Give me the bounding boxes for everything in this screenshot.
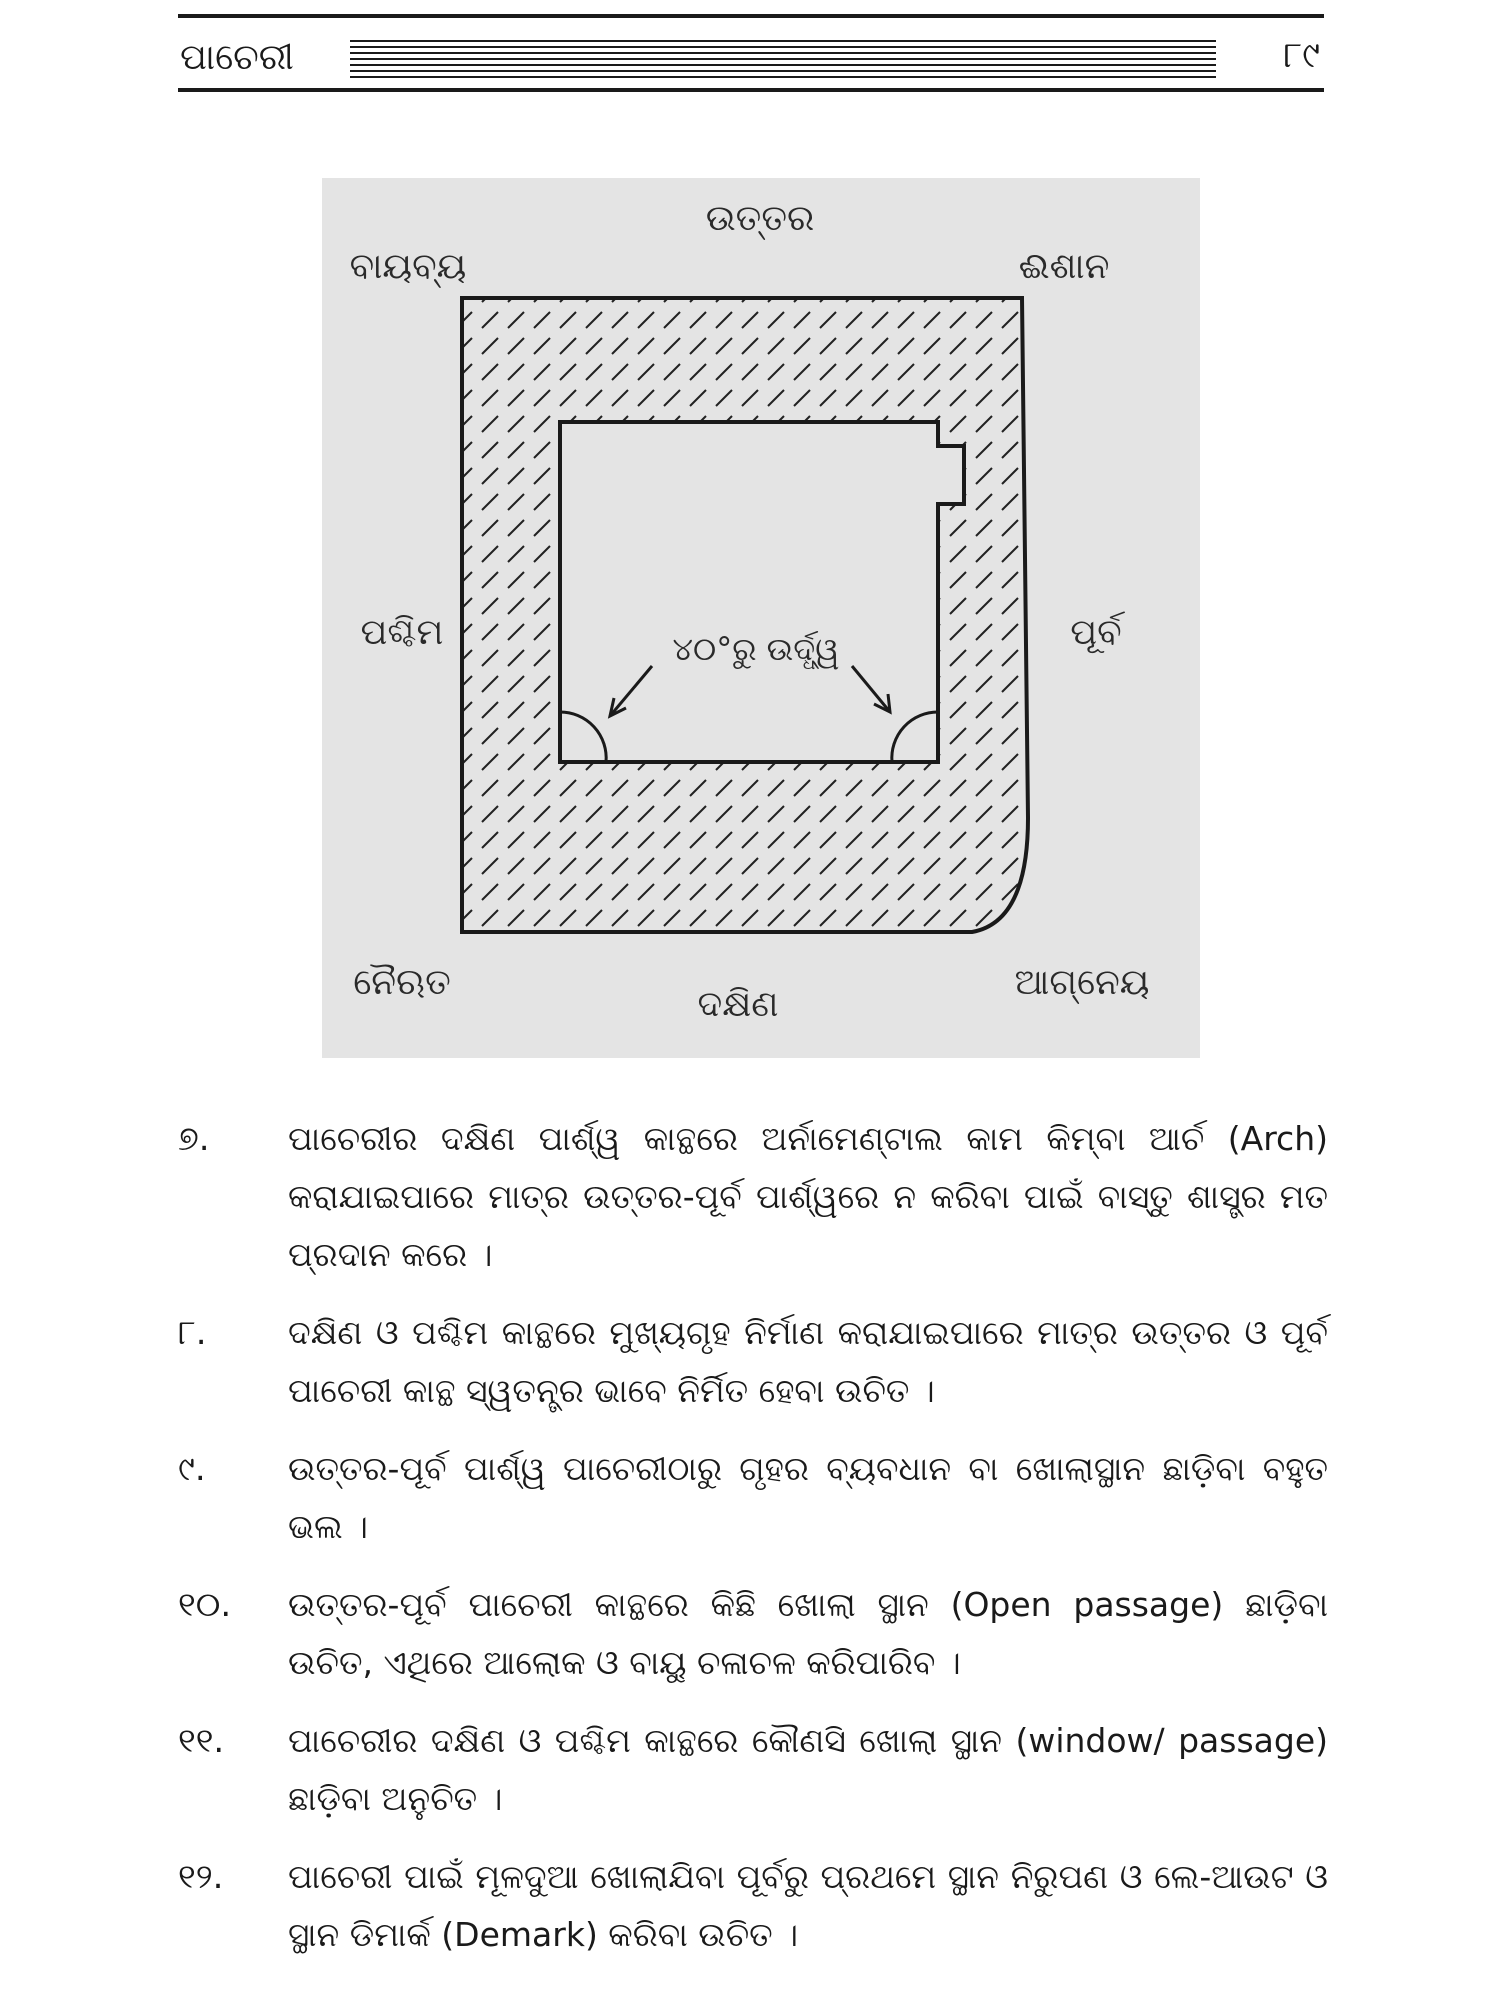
list-item bbox=[178, 1712, 1328, 1828]
list-item bbox=[178, 1440, 1328, 1556]
direction-south: ଦକ୍ଷିଣ bbox=[697, 984, 779, 1025]
direction-west: ପଶ୍ଚିମ bbox=[360, 612, 444, 653]
item-number: ୯. bbox=[178, 1449, 206, 1489]
list-item bbox=[178, 1576, 1328, 1692]
item-text: ପାଚେରୀର ଦକ୍ଷିଣ ଓ ପଶ୍ଚିମ କାନ୍ଥରେ କୌଣସି ଖୋଲା ସ୍ଥାନ (window/ passage) ଛାଡ଼ିବା ଅନୁଚିତ । bbox=[288, 1721, 1328, 1818]
center-angle-label: ୪୦°ରୁ ଉର୍ଦ୍ଧ୍ୱ bbox=[672, 630, 840, 668]
direction-north: ଉତ୍ତର bbox=[705, 198, 815, 239]
site-plan-diagram bbox=[322, 178, 1200, 1058]
list-item bbox=[178, 1304, 1328, 1420]
right-angle-arrow bbox=[852, 666, 890, 712]
item-text: ଉତ୍ତର-ପୂର୍ବ ପାର୍ଶ୍ୱ ପାଚେରୀଠାରୁ ଗୃହର ବ୍ୟବଧାନ ବା ଖୋଲାସ୍ଥାନ ଛାଡ଼ିବା ବହୁତ ଭଲ । bbox=[288, 1449, 1328, 1546]
right-corner-arc bbox=[892, 712, 938, 762]
header-decorative-lines bbox=[350, 40, 1216, 78]
item-text: ପାଚେରୀର ଦକ୍ଷିଣ ପାର୍ଶ୍ୱ କାନ୍ଥରେ ଅର୍ନାମେଣ୍ଟାଲ କାମ କିମ୍ବା ଆର୍ଚ (Arch) କରାଯାଇପାରେ ମାତ୍ର ଉତ୍ତର-ପୂର୍ବ ପାର୍ଶ୍ୱରେ ନ କରିବା ପାଇଁ ବାସ୍ତୁ ଶାସ୍ତ୍ର ମତ ପ୍ରଦାନ କରେ । bbox=[288, 1119, 1328, 1274]
item-number: ୭. bbox=[178, 1119, 210, 1159]
header-top-rule bbox=[178, 14, 1324, 18]
boundary-wall bbox=[462, 298, 1028, 932]
left-corner-arc bbox=[560, 712, 606, 762]
direction-southeast: ଆଗ୍ନେୟ bbox=[1014, 962, 1150, 1003]
direction-northwest: ବାୟବ୍ୟ bbox=[349, 246, 467, 287]
item-text: ପାଚେରୀ ପାଇଁ ମୂଳଦୁଆ ଖୋଲାଯିବା ପୂର୍ବରୁ ପ୍ରଥମେ ସ୍ଥାନ ନିରୁପଣ ଓ ଲେ-ଆଉଟ ଓ ସ୍ଥାନ ଡିମାର୍କ (Demark) କରିବା ଉଚିତ । bbox=[288, 1857, 1328, 1954]
left-angle-arrow bbox=[610, 666, 652, 716]
item-number: ୮. bbox=[178, 1313, 207, 1353]
list-item bbox=[178, 1110, 1328, 1284]
direction-east: ପୂର୍ବ bbox=[1070, 612, 1122, 653]
list-item bbox=[178, 1848, 1328, 1964]
item-text: ଉତ୍ତର-ପୂର୍ବ ପାଚେରୀ କାନ୍ଥରେ କିଛି ଖୋଲା ସ୍ଥାନ (Open passage) ଛାଡ଼ିବା ଉଚିତ, ଏଥିରେ ଆଲୋକ ଓ ବାୟୁ ଚଳାଚଳ କରିପାରିବ । bbox=[288, 1585, 1328, 1682]
page-number: ୮୯ bbox=[1283, 35, 1320, 76]
direction-southwest: ନୈଋତ bbox=[353, 962, 451, 1003]
direction-northeast: ଈଶାନ bbox=[1018, 246, 1110, 287]
item-number: ୧୦. bbox=[178, 1585, 232, 1625]
item-text: ଦକ୍ଷିଣ ଓ ପଶ୍ଚିମ କାନ୍ଥରେ ମୁଖ୍ୟଗୃହ ନିର୍ମାଣ କରାଯାଇପାରେ ମାତ୍ର ଉତ୍ତର ଓ ପୂର୍ବ ପାଚେରୀ କାନ୍ଥ ସ୍ୱତନ୍ତ୍ର ଭାବେ ନିର୍ମିତ ହେବା ଉଚିତ । bbox=[288, 1313, 1328, 1410]
item-number: ୧୧. bbox=[178, 1721, 225, 1761]
running-title: ପାଚେରୀ bbox=[180, 37, 294, 78]
guideline-list bbox=[178, 1110, 1328, 1984]
item-number: ୧୨. bbox=[178, 1857, 224, 1897]
site-plan-figure bbox=[322, 178, 1200, 1058]
page-header bbox=[178, 14, 1324, 94]
header-bottom-rule bbox=[178, 88, 1324, 92]
